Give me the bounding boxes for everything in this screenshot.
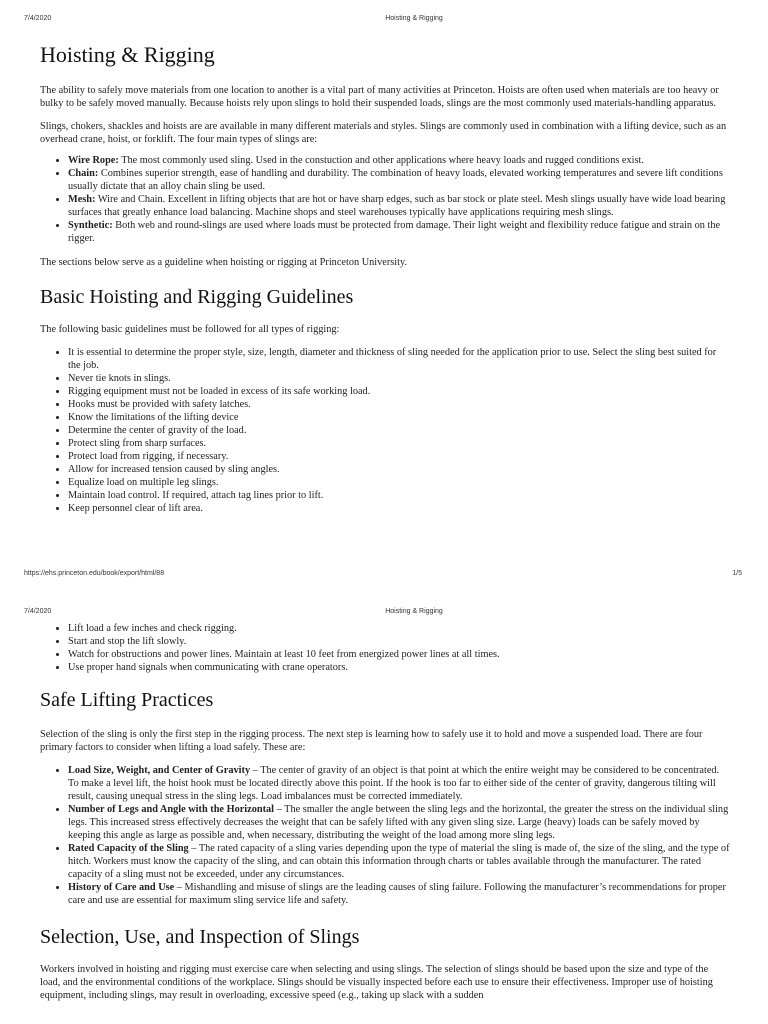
list-item: • Determine the center of gravity of the load. (68, 424, 730, 437)
intro-paragraph-2: Slings, chokers, shackles and hoists are are available in many different materials and styles. Slings are commonly used in combination with a lifting device, such as an overhead crane, hoist, or forklift. The four main types of slings are: (40, 121, 727, 145)
list-item (68, 154, 730, 167)
selection-paragraph: Workers involved in hoisting and rigging must exercise care when selecting and using slings. The selection of slings should be based upon the size and type of the load, and the environmental conditions of the workplace. Slings should be visually inspected before each use to ensure their effectiveness. Improper use of hoisting equipment, including slings, may result in overloading, excessive speed (e.g., taking up slack with a sudden (40, 964, 713, 1001)
list-item: • Lift load a few inches and check rigging. (68, 622, 730, 635)
factor-term: Number of Legs and Angle with the Horizontal (68, 804, 275, 815)
list-item: • Protect load from rigging, if necessary. (68, 450, 730, 463)
sling-term: Synthetic: (68, 220, 113, 231)
page-title: Hoisting & Rigging (40, 42, 215, 67)
sling-term: Wire Rope: (68, 155, 119, 166)
sling-desc: The most commonly used sling. Used in the constuction and other applications where heavy loads and rugged conditions exist. (118, 155, 644, 166)
page-2-content (40, 622, 730, 1002)
header-title: Hoisting & Rigging (385, 15, 443, 22)
basic-guidelines-list-cont (40, 622, 730, 674)
basic-guidelines-list (40, 346, 730, 515)
factor-desc: – The center of gravity of an object is that point at which the entire weight may be considered to be concentrated. To make a level lift, the hoist hook must be located directly above this point. If the hook is too far to either side of the center of gravity, dangerous tilting will result, causing unequal stress in the sling legs. Load imbalances must be corrected immediately. (68, 765, 720, 802)
list-item (68, 167, 730, 193)
list-item (68, 193, 730, 219)
intro-paragraph-1: The ability to safely move materials from one location to another is a vital part of many activities at Princeton. Hoists are often used when materials are too heavy or bulky to be safely moved manually. Because hoists rely upon slings to hold their suspended loads, slings are the most commonly used materials-handling apparatus. (40, 85, 719, 109)
page-divider (0, 588, 768, 589)
list-item (68, 764, 730, 803)
sling-desc: Wire and Chain. Excellent in lifting objects that are hot or have sharp edges, such as bar stock or plate steel. Mesh slings usually have wide load bearing surfaces that greatly enhance load balancing. Machine shops and steel warehouses typically have applications requiring mesh slings. (68, 194, 726, 218)
footer-page-number: 1/5 (732, 570, 742, 577)
list-item (68, 803, 730, 842)
list-item (68, 881, 730, 907)
list-item: • Keep personnel clear of lift area. (68, 502, 730, 515)
safe-lifting-factors-list (40, 764, 730, 907)
factor-term: Load Size, Weight, and Center of Gravity (68, 765, 251, 776)
factor-desc: – The rated capacity of a sling varies depending upon the type of material the sling is made of, the size of the sling, and the type of hitch. Workers must know the capacity of the sling, and can obtain this information through charts or tables available through the manufacturer. The rated capacity of a sling must not be exceeded, under any circumstances. (68, 843, 730, 880)
list-item: • Watch for obstructions and power lines. Maintain at least 10 feet from energized power lines at all times. (68, 648, 730, 661)
list-item: • Hooks must be provided with safety latches. (68, 398, 730, 411)
factor-term: Rated Capacity of the Sling (68, 843, 189, 854)
footer-url[interactable]: https://ehs.princeton.edu/book/export/html/88 (24, 570, 165, 577)
list-item: • Protect sling from sharp surfaces. (68, 437, 730, 450)
section-heading-basic: Basic Hoisting and Rigging Guidelines (40, 286, 354, 308)
list-item: • Know the limitations of the lifting device (68, 411, 730, 424)
sling-types-list (40, 154, 730, 245)
sling-desc: Both web and round-slings are used where loads must be protected from damage. Their light weight and flexibility reduce fatigue and strain on the rigger. (68, 220, 721, 244)
list-item: • Equalize load on multiple leg slings. (68, 476, 730, 489)
header-date: 7/4/2020 (24, 608, 52, 615)
factor-term: History of Care and Use (68, 882, 175, 893)
sling-term: Mesh: (68, 194, 96, 205)
list-item (68, 219, 730, 245)
header-title: Hoisting & Rigging (385, 608, 443, 615)
list-item (68, 842, 730, 881)
sling-term: Chain: (68, 168, 99, 179)
list-item: • Maintain load control. If required, attach tag lines prior to lift. (68, 489, 730, 502)
list-item: • Use proper hand signals when communicating with crane operators. (68, 661, 730, 674)
list-item: • Allow for increased tension caused by sling angles. (68, 463, 730, 476)
page-1-content (40, 40, 730, 515)
list-item: • It is essential to determine the proper style, size, length, diameter and thickness of sling needed for the application prior to use. Select the sling best suited for the job. (68, 346, 730, 372)
section-heading-safe-lifting: Safe Lifting Practices (40, 689, 214, 711)
basic-intro: The following basic guidelines must be followed for all types of rigging: (40, 324, 340, 335)
guideline-note: The sections below serve as a guideline when hoisting or rigging at Princeton University. (40, 257, 408, 268)
section-heading-selection: Selection, Use, and Inspection of Slings (40, 926, 360, 948)
factor-desc: – The smaller the angle between the sling legs and the horizontal, the greater the stress on the individual sling legs. This increased stress effectively decreases the weight that can be safely lifted with any given sling size. Large (heavy) loads can be safely moved by keeping this angle as large as possible and, when necessary, distributing the weight of the load among more sling legs. (68, 804, 729, 841)
list-item: • Start and stop the lift slowly. (68, 635, 730, 648)
sling-desc: Combines superior strength, ease of handling and durability. The combination of heavy loads, elevated working temperatures and severe lift conditions usually dictate that an alloy chain sling be used. (68, 168, 723, 192)
safe-lifting-intro: Selection of the sling is only the first step in the rigging process. The next step is learning how to safely use it to hold and move a suspended load. There are four primary factors to consider when lifting a load safely. These are: (40, 729, 703, 753)
list-item: • Rigging equipment must not be loaded in excess of its safe working load. (68, 385, 730, 398)
header-date: 7/4/2020 (24, 15, 52, 22)
list-item: • Never tie knots in slings. (68, 372, 730, 385)
factor-desc: – Mishandling and misuse of slings are the leading causes of sling failure. Following the manufacturer’s recommendations for proper care and use are essential for maximum sling service life and safety. (68, 882, 726, 906)
